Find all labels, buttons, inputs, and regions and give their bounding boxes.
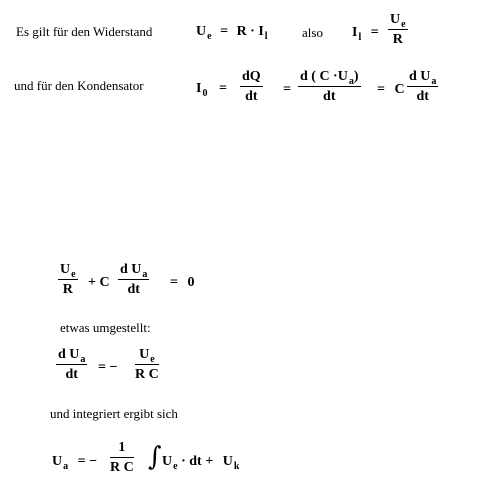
symbol-i: I [352, 25, 358, 40]
zero: 0 [187, 275, 195, 290]
symbol-c: C [394, 82, 405, 97]
fraction-numerator: d $U_a$ [120, 262, 148, 280]
fraction-numerator: 1 [110, 440, 134, 458]
equals-sign: = [283, 82, 291, 97]
plus-c: + C [88, 275, 110, 290]
symbol-r-i: R · I [236, 24, 264, 39]
fraction-dq-dt [240, 69, 263, 105]
eq-ue-ri [196, 24, 268, 42]
eq-i0 [196, 81, 227, 99]
eq-c [377, 83, 405, 97]
fraction-denominator: dt [65, 367, 78, 383]
fraction-numerator: $U_e$ [60, 262, 76, 280]
fraction-numerator: $U_e$ [390, 12, 406, 30]
fraction-dua-dt [56, 347, 87, 383]
fraction-dua-dt [118, 262, 149, 298]
equals-sign: = [170, 275, 178, 290]
fraction-denominator: dt [245, 89, 258, 105]
fraction-dcua-dt [298, 69, 361, 105]
symbol-u: U [222, 454, 233, 469]
fraction-1-over-rc [110, 440, 134, 476]
fraction-denominator: R C [110, 460, 134, 476]
fraction-ue-over-rc [135, 347, 159, 383]
text-integriert: und integriert ergibt sich [50, 406, 178, 421]
symbol-u: U [196, 24, 207, 39]
text-kondensator: und für den Kondensator [14, 78, 144, 93]
fraction-denominator: dt [416, 89, 429, 105]
eq-zero [170, 276, 194, 290]
fraction-numerator: d $U_a$ [58, 347, 86, 365]
subscript-0: 0 [202, 88, 208, 99]
fraction-denominator: dt [323, 89, 336, 105]
equals-sign: = [370, 25, 379, 40]
text-also: also [302, 25, 323, 40]
text-widerstand: Es gilt für den Widerstand [16, 24, 153, 39]
subscript-a: a [63, 461, 69, 472]
subscript-l: l [264, 31, 268, 42]
fraction-numerator: d $U_a$ [409, 69, 437, 87]
fraction-dua-dt [407, 69, 438, 105]
fraction-denominator: R [392, 32, 403, 48]
fraction-numerator: d ( $C \cdot U_a$) [300, 69, 359, 87]
fraction-denominator: dt [127, 282, 140, 298]
subscript-l: l [358, 32, 362, 43]
equals-minus: = − [77, 454, 98, 469]
subscript-e: e [173, 461, 178, 472]
fraction-ue-over-r [58, 262, 78, 298]
symbol-i: I [196, 81, 202, 96]
text-umgestellt: etwas umgestellt: [60, 320, 151, 335]
fraction-denominator: R [62, 282, 73, 298]
fraction-numerator: $U_e$ [135, 347, 159, 365]
eq-integrand [162, 454, 240, 472]
equals-sign: = [218, 81, 227, 96]
eq-i1 [352, 25, 379, 43]
symbol-u: U [52, 454, 63, 469]
subscript-e: e [207, 31, 212, 42]
fraction-numerator: dQ [240, 69, 263, 87]
equals-sign: = [377, 82, 385, 97]
equals-sign: = [220, 24, 229, 39]
subscript-k: k [233, 461, 240, 472]
dt-plus: · dt + [181, 454, 214, 469]
fraction-denominator: R C [135, 367, 159, 383]
symbol-u: U [162, 454, 173, 469]
eq-ua [52, 454, 98, 472]
integral-sign: ∫ [148, 442, 162, 472]
fraction-ue-over-r [388, 12, 408, 48]
equals-minus: = − [98, 360, 118, 375]
